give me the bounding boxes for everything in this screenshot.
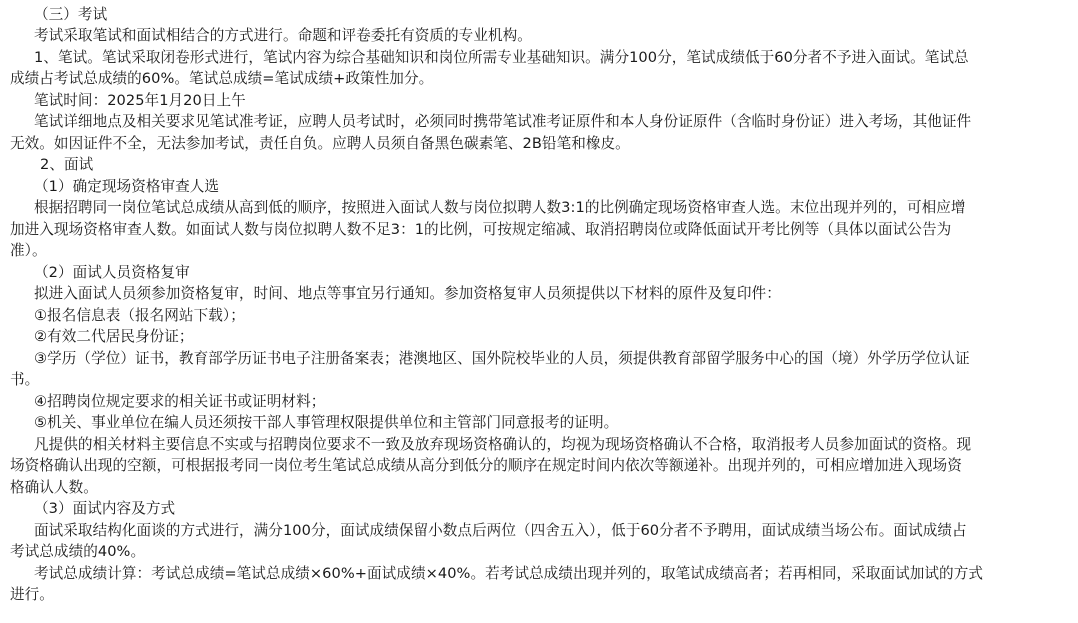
paragraph-line: 无效。如因证件不全，无法参加考试，责任自负。应聘人员须自备黑色碳素笔、2B铅笔和橡皮。 bbox=[10, 135, 630, 152]
list-item: ②有效二代居民身份证； bbox=[34, 328, 194, 345]
list-item: ④招聘岗位规定要求的相关证书或证明材料； bbox=[34, 393, 326, 410]
subheading: （1）确定现场资格审查人选 bbox=[34, 178, 220, 195]
paragraph-line: 拟进入面试人员须参加资格复审，时间、地点等事宜另行通知。参加资格复审人员须提供以下材料的原件及复印件： bbox=[34, 285, 781, 302]
paragraph-line: 1、笔试。笔试采取闭卷形式进行，笔试内容为综合基础知识和岗位所需专业基础知识。满分100分，笔试成绩低于60分者不予进入面试。笔试总 bbox=[34, 49, 969, 66]
subheading: （3）面试内容及方式 bbox=[34, 500, 176, 517]
list-item: ⑤机关、事业单位在编人员还须按干部人事管理权限提供单位和主管部门同意报考的证明。 bbox=[34, 414, 619, 431]
paragraph-line: 根据招聘同一岗位笔试总成绩从高到低的顺序，按照进入面试人数与岗位拟聘人数3:1的比例确定现场资格审查人选。末位出现并列的，可相应增 bbox=[34, 199, 966, 216]
list-item: ③学历（学位）证书，教育部学历证书电子注册备案表；港澳地区、国外院校毕业的人员，须提供教育部留学服务中心的国（境）外学历学位认证 bbox=[34, 350, 970, 367]
paragraph-line: 准）。 bbox=[10, 242, 47, 259]
paragraph-line: 面试采取结构化面谈的方式进行，满分100分，面试成绩保留小数点后两位（四舍五入），低于60分者不予聘用，面试成绩当场公布。面试成绩占 bbox=[34, 522, 967, 539]
subheading: （2）面试人员资格复审 bbox=[34, 264, 190, 281]
section-heading-exam: （三）考试 bbox=[34, 6, 108, 23]
paragraph-line: 考试采取笔试和面试相结合的方式进行。命题和评卷委托有资质的专业机构。 bbox=[34, 27, 532, 44]
list-item-continuation: 书。 bbox=[10, 371, 40, 388]
paragraph-line: 笔试时间：2025年1月20日上午 bbox=[34, 92, 246, 109]
paragraph-line: 考试总成绩计算：考试总成绩=笔试总成绩×60%+面试成绩×40%。若考试总成绩出现并列的，取笔试成绩高者；若再相同，采取面试加试的方式 bbox=[34, 565, 983, 582]
paragraph-line: 格确认人数。 bbox=[10, 479, 98, 496]
paragraph-line: 加进入现场资格审查人数。如面试人数与岗位拟聘人数不足3：1的比例，可按规定缩减、取消招聘岗位或降低面试开考比例等（具体以面试公告为 bbox=[10, 221, 952, 238]
list-item: ①报名信息表（报名网站下载）； bbox=[34, 307, 245, 324]
paragraph-line: 笔试详细地点及相关要求见笔试准考证，应聘人员考试时，必须同时携带笔试准考证原件和本人身份证原件（含临时身份证）进入考场，其他证件 bbox=[34, 113, 972, 130]
paragraph-line: 进行。 bbox=[10, 586, 54, 603]
subheading-interview: 2、面试 bbox=[40, 156, 94, 173]
paragraph-line: 场资格确认出现的空额，可根据报考同一岗位考生笔试总成绩从高分到低分的顺序在规定时间内依次等额递补。出现并列的，可相应增加进入现场资 bbox=[10, 457, 962, 474]
paragraph-line: 考试总成绩的40%。 bbox=[10, 543, 146, 560]
paragraph-line: 成绩占考试总成绩的60%。笔试总成绩=笔试成绩+政策性加分。 bbox=[10, 70, 434, 87]
paragraph-line: 凡提供的相关材料主要信息不实或与招聘岗位要求不一致及放弃现场资格确认的，均视为现场资格确认不合格，取消报考人员参加面试的资格。现 bbox=[34, 436, 972, 453]
